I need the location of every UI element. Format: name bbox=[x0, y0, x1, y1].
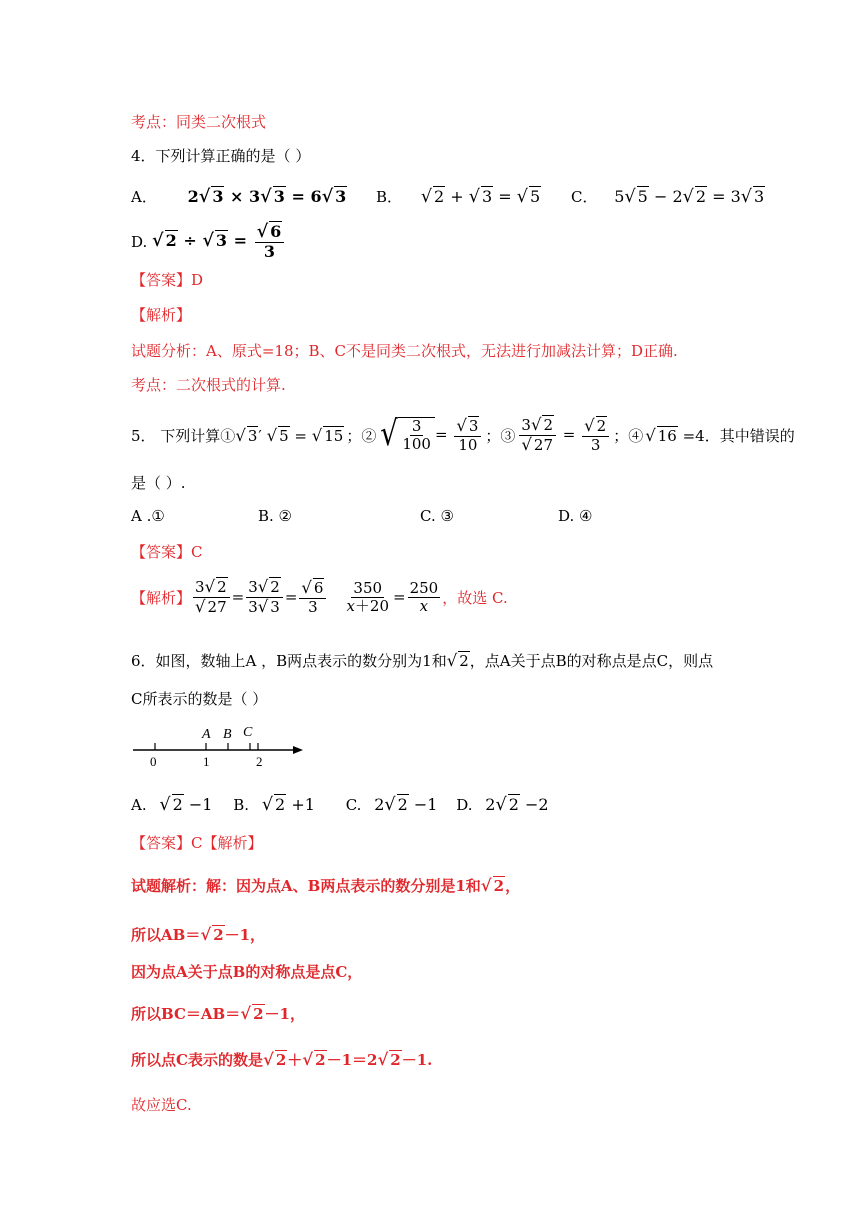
q5-stem-rest: ．其中错误的 bbox=[704, 426, 795, 445]
q5-option-b: B. ② bbox=[258, 507, 293, 525]
q6-stem-line2: C所表示的数是（ ） bbox=[131, 690, 268, 708]
q6-stem-line1-b: ，点A关于点B的对称点是点C，则点 bbox=[469, 652, 714, 670]
q6-solution-line3: 因为点A关于点B的对称点是点C， bbox=[131, 963, 363, 981]
q6-option-d-math: 2√ 2 −2 bbox=[485, 795, 549, 815]
q6-sol-5-sqrt2-c: √ 2 bbox=[377, 1050, 401, 1069]
q6-option-b-label: B. bbox=[233, 796, 250, 814]
q4-option-a bbox=[131, 186, 347, 207]
q5-stem-line2: 是（ ）. bbox=[131, 474, 186, 492]
q5-option-a: A .① bbox=[131, 507, 165, 525]
q5-option-d: D. ④ bbox=[558, 507, 593, 525]
q4-analysis-title: 【解析】 bbox=[131, 306, 192, 324]
q5-expr-2b: = $\frac{√ 3}{10}$ bbox=[435, 417, 483, 454]
q5-expr-4: √ 16 =4 bbox=[645, 425, 705, 445]
q6-sol-4-sqrt2: √ 2 bbox=[240, 1004, 264, 1023]
q5-option-c: C. ③ bbox=[420, 507, 454, 525]
q6-sol-5a: 所以点C表示的数是 bbox=[131, 1051, 263, 1069]
q4-option-c-label: C． bbox=[571, 188, 598, 206]
q4-option-d-label: D. bbox=[131, 232, 148, 251]
q5-analysis-end: ，故选 C. bbox=[442, 588, 508, 607]
point-label: 考点：同类二次根式 bbox=[131, 113, 267, 131]
q4-option-a-label: A． bbox=[131, 188, 157, 206]
q4-option-c bbox=[571, 186, 765, 207]
q6-solution-line2 bbox=[131, 924, 265, 945]
q6-sol-4b: －1， bbox=[264, 1005, 305, 1023]
q5-sep-3: ；③ bbox=[485, 426, 516, 445]
q6-solution-line1 bbox=[131, 875, 520, 896]
q5-stem bbox=[131, 416, 795, 455]
q5-expr-2: √ $\frac{3}{100}$ bbox=[378, 417, 435, 454]
q4-stem: 4．下列计算正确的是（ ） bbox=[131, 147, 311, 165]
q5-sep-2: ；② bbox=[346, 426, 377, 445]
q5-analysis-title: 【解析】 bbox=[131, 588, 192, 607]
q4-option-b bbox=[376, 186, 541, 207]
q4-option-a-math: 2√ 3 × 3√ 3 = 6√ 3 bbox=[187, 186, 347, 207]
number-line-figure bbox=[131, 718, 311, 774]
q6-option-a-math: √ 2 −1 bbox=[159, 795, 213, 815]
q6-option-c-label: C. bbox=[345, 796, 362, 814]
q5-expr-3: $\frac{3√ 2}{√ 27}$ = $\frac{√ 2}{3}$ bbox=[517, 416, 611, 455]
q6-sol-2a: 所以AB＝ bbox=[131, 926, 201, 944]
q6-option-d-label: D. bbox=[456, 796, 473, 814]
q4-analysis: 试题分析：A、原式=18；B、C不是同类二次根式，无法进行加减法计算；D正确. bbox=[131, 342, 678, 360]
q5-analysis bbox=[131, 578, 508, 617]
tick-label-0: 0 bbox=[150, 754, 157, 769]
q4-option-c-math: 5√ 5 − 2√ 2 = 3√ 3 bbox=[614, 187, 765, 207]
q6-option-a-label: A. bbox=[131, 796, 147, 814]
q6-stem-line1 bbox=[131, 650, 713, 671]
q6-sol-1a: 试题解析：解：因为点A、B两点表示的数分别是1和 bbox=[131, 877, 481, 895]
tick-label-1: 1 bbox=[203, 754, 210, 769]
q5-answer: 【答案】C bbox=[131, 543, 203, 561]
q6-conclusion: 故应选C. bbox=[131, 1096, 192, 1114]
q5-analysis-math: $\frac{3√ 2}{√ 27}$ = $\frac{3√ 2}{3√ 3}$ = $\frac{√ 6}{3}$ $\frac{350}{x+20}$ = $\frac{250}{x}$ bbox=[195, 577, 439, 616]
q6-sol-5b: ＋ bbox=[287, 1051, 303, 1069]
q5-sep-4: ；④ bbox=[613, 426, 644, 445]
q6-option-c-math: 2√ 2 −1 bbox=[374, 795, 438, 815]
q6-sol-5c: －1＝2 bbox=[326, 1051, 378, 1069]
q6-sol-5-sqrt2-b: √ 2 bbox=[302, 1050, 326, 1069]
point-c-label: C bbox=[243, 725, 253, 740]
tick-label-2: 2 bbox=[256, 754, 263, 769]
q4-option-d-math: √ 2 ÷ √ 3 = $\frac{√ 6}{3}$ bbox=[152, 231, 286, 250]
q4-answer: 【答案】D bbox=[131, 271, 204, 289]
q6-sol-1-sqrt2: √ 2 bbox=[480, 876, 505, 895]
q4-option-b-label: B． bbox=[376, 188, 403, 206]
q6-sol-2-sqrt2: √ 2 bbox=[200, 925, 224, 944]
q6-options bbox=[131, 795, 549, 815]
q6-sol-5-sqrt2-a: √ 2 bbox=[262, 1050, 287, 1069]
q6-answer: 【答案】C【解析】 bbox=[131, 834, 263, 852]
q5-stem-start: 5． 下列计算① bbox=[131, 426, 236, 445]
q6-stem-line1-a: 6．如图，数轴上A ，B两点表示的数分别为1和 bbox=[131, 652, 447, 670]
q6-sol-2b: －1， bbox=[224, 926, 266, 944]
q4-option-b-math: √ 2 + √ 3 = √ 5 bbox=[420, 187, 541, 207]
q4-point: 考点：二次根式的计算. bbox=[131, 376, 286, 394]
q6-sol-4a: 所以BC＝AB＝ bbox=[131, 1005, 241, 1023]
q6-sol-1b: ， bbox=[505, 877, 521, 895]
q6-solution-line4 bbox=[131, 1003, 305, 1024]
q6-solution-line5 bbox=[131, 1049, 432, 1070]
number-line-arrow-icon bbox=[293, 746, 303, 754]
q6-sol-5d: －1. bbox=[401, 1051, 433, 1069]
q6-option-b-math: √ 2 +1 bbox=[261, 795, 315, 815]
q5-expr-1: √ 3′ √ 5 = √ 15 bbox=[235, 425, 344, 445]
q4-option-d bbox=[131, 222, 286, 262]
point-a-label: A bbox=[202, 727, 211, 742]
q6-stem-sqrt2: √ 2 bbox=[446, 651, 469, 670]
point-b-label: B bbox=[223, 727, 232, 742]
